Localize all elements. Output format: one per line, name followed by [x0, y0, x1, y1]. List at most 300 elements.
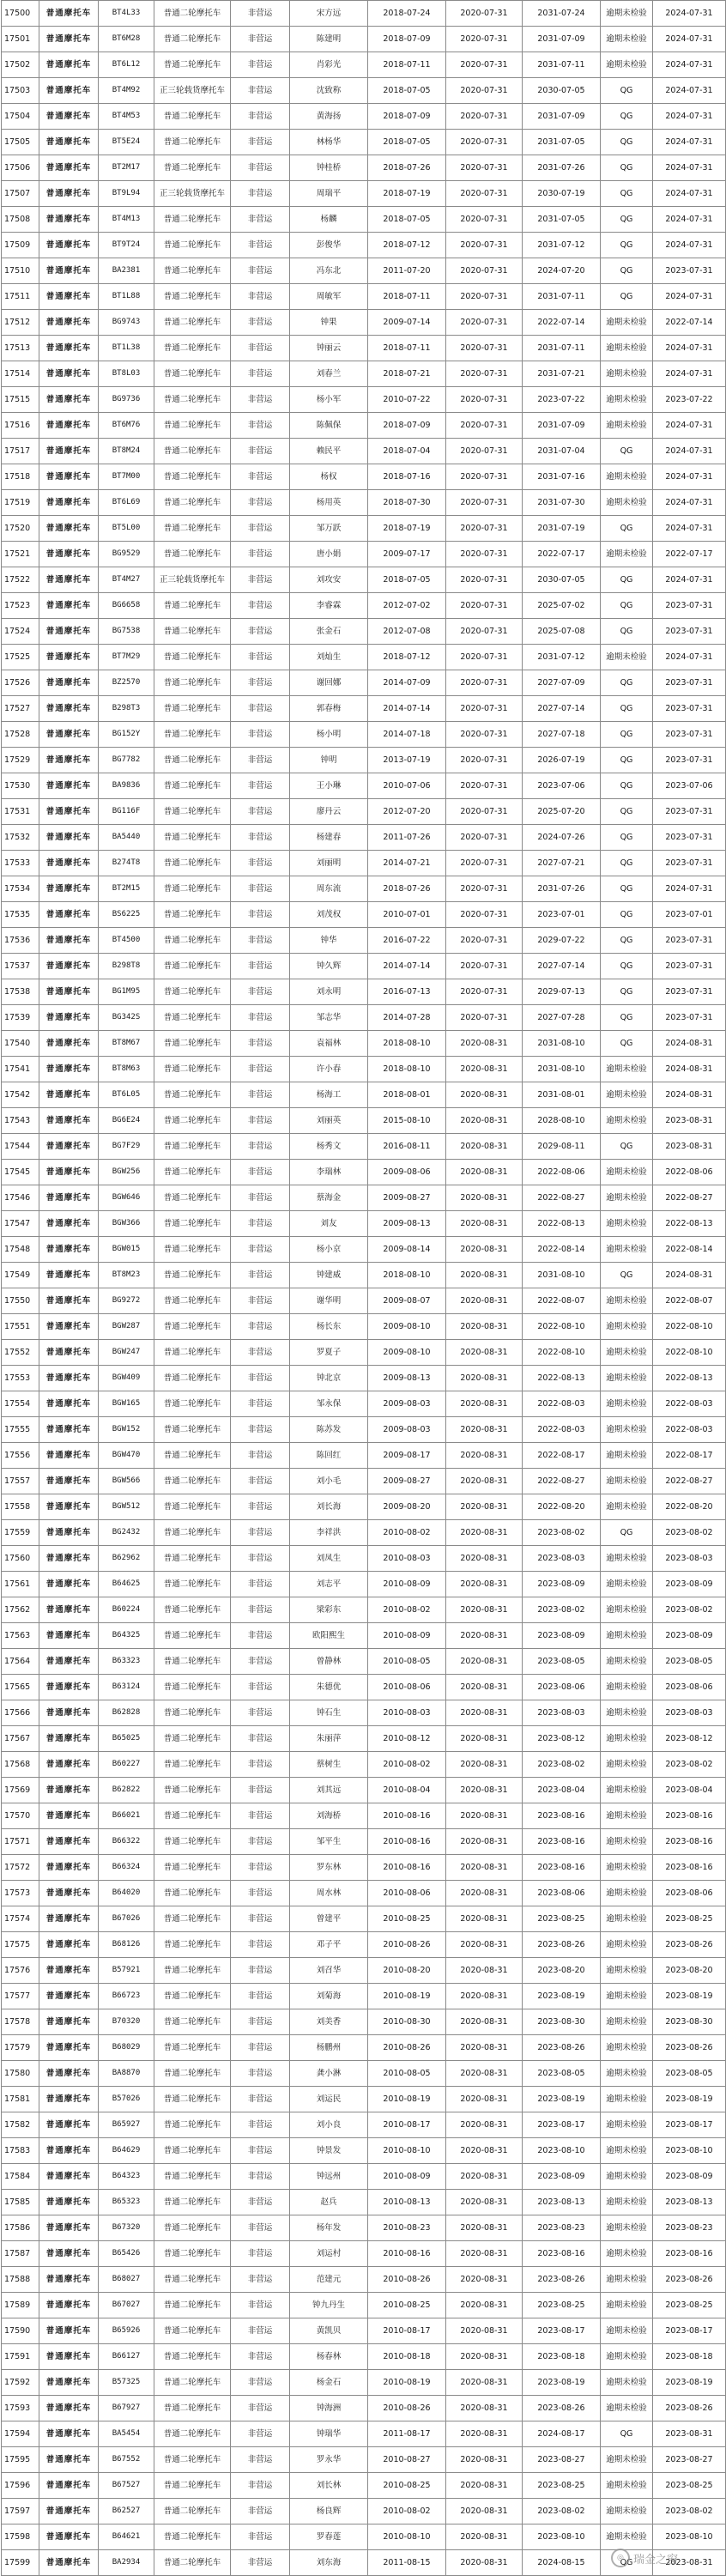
row-index-cell: 17514 [2, 361, 39, 387]
vehicle-model-cell: 普通二轮摩托车 [154, 2009, 231, 2035]
inspection-status-cell: QG [601, 773, 653, 799]
vehicle-type-cell: 普通摩托车 [39, 1366, 99, 1391]
usage-nature-cell: 非营运 [231, 104, 290, 130]
inspection-status-cell: QG [601, 78, 653, 104]
scrap-date-cell: 2025-07-08 [523, 619, 601, 645]
plate-number-cell: BT4500 [99, 928, 154, 954]
row-index-cell: 17535 [2, 902, 39, 928]
issue-date-cell: 2020-07-31 [446, 155, 523, 181]
row-index-cell: 17581 [2, 2087, 39, 2112]
row-index-cell: 17523 [2, 593, 39, 619]
inspection-status-cell: 逾期未检验 [601, 645, 653, 670]
vehicle-type-cell: 普通摩托车 [39, 413, 99, 439]
owner-name-cell: 刘永明 [290, 979, 368, 1005]
table-row [2, 1958, 726, 1984]
scrap-date-cell: 2023-08-09 [523, 2164, 601, 2190]
table-row [2, 1160, 726, 1185]
issue-date-cell: 2020-08-31 [446, 2550, 523, 2576]
register-date-cell: 2010-08-06 [368, 1881, 446, 1906]
scrap-date-cell: 2022-08-13 [523, 1366, 601, 1391]
usage-nature-cell: 非营运 [231, 2293, 290, 2318]
row-index-cell: 17565 [2, 1675, 39, 1700]
table-row [2, 207, 726, 233]
row-index-cell: 17517 [2, 439, 39, 464]
inspection-status-cell: 逾期未检验 [601, 1572, 653, 1597]
table-row [2, 181, 726, 207]
issue-date-cell: 2020-08-31 [446, 1597, 523, 1623]
vehicle-type-cell: 普通摩托车 [39, 1520, 99, 1546]
plate-number-cell: BG152Y [99, 722, 154, 748]
plate-number-cell: BG9743 [99, 310, 154, 336]
issue-date-cell: 2020-08-31 [446, 2421, 523, 2447]
register-date-cell: 2011-08-15 [368, 2550, 446, 2576]
scrap-date-cell: 2022-07-14 [523, 310, 601, 336]
valid-until-cell: 2024-08-31 [653, 1057, 726, 1082]
valid-until-cell: 2023-08-25 [653, 2473, 726, 2499]
scrap-date-cell: 2024-07-20 [523, 258, 601, 284]
plate-number-cell: B68027 [99, 2267, 154, 2293]
table-row [2, 1984, 726, 2009]
inspection-status-cell: QG [601, 979, 653, 1005]
register-date-cell: 2009-08-14 [368, 1237, 446, 1263]
owner-name-cell: 蔡树生 [290, 1752, 368, 1778]
table-row [2, 2396, 726, 2421]
plate-number-cell: BT4M13 [99, 207, 154, 233]
row-index-cell: 17587 [2, 2241, 39, 2267]
scrap-date-cell: 2023-08-27 [523, 2447, 601, 2473]
inspection-status-cell: 逾期未检验 [601, 1855, 653, 1881]
scrap-date-cell: 2022-08-14 [523, 1237, 601, 1263]
table-row [2, 27, 726, 52]
register-date-cell: 2018-07-09 [368, 27, 446, 52]
scrap-date-cell: 2023-08-26 [523, 1932, 601, 1958]
usage-nature-cell: 非营运 [231, 181, 290, 207]
vehicle-model-cell: 普通二轮摩托车 [154, 2318, 231, 2344]
valid-until-cell: 2023-07-06 [653, 773, 726, 799]
owner-name-cell: 邹永保 [290, 1391, 368, 1417]
owner-name-cell: 周东流 [290, 876, 368, 902]
vehicle-model-cell: 普通二轮摩托车 [154, 464, 231, 490]
row-index-cell: 17562 [2, 1597, 39, 1623]
table-row [2, 825, 726, 851]
owner-name-cell: 刘丽明 [290, 851, 368, 876]
row-index-cell: 17572 [2, 1855, 39, 1881]
register-date-cell: 2010-08-13 [368, 2190, 446, 2215]
plate-number-cell: BT4M27 [99, 567, 154, 593]
register-date-cell: 2012-07-20 [368, 799, 446, 825]
issue-date-cell: 2020-07-31 [446, 310, 523, 336]
plate-number-cell: BT2M17 [99, 155, 154, 181]
usage-nature-cell: 非营运 [231, 1520, 290, 1546]
vehicle-model-cell: 普通二轮摩托车 [154, 979, 231, 1005]
valid-until-cell: 2024-08-31 [653, 1082, 726, 1108]
register-date-cell: 2018-07-09 [368, 413, 446, 439]
vehicle-type-cell: 普通摩托车 [39, 1984, 99, 2009]
vehicle-type-cell: 普通摩托车 [39, 825, 99, 851]
issue-date-cell: 2020-07-31 [446, 1005, 523, 1031]
usage-nature-cell: 非营运 [231, 1, 290, 27]
scrap-date-cell: 2023-07-06 [523, 773, 601, 799]
row-index-cell: 17526 [2, 670, 39, 696]
plate-number-cell: BA2381 [99, 258, 154, 284]
row-index-cell: 17553 [2, 1366, 39, 1391]
plate-number-cell: BS6225 [99, 902, 154, 928]
register-date-cell: 2018-07-12 [368, 645, 446, 670]
vehicle-model-cell: 普通二轮摩托车 [154, 1366, 231, 1391]
inspection-status-cell: QG [601, 928, 653, 954]
usage-nature-cell: 非营运 [231, 1417, 290, 1443]
owner-name-cell: 刘运村 [290, 2241, 368, 2267]
owner-name-cell: 王小琳 [290, 773, 368, 799]
vehicle-type-cell: 普通摩托车 [39, 954, 99, 979]
owner-name-cell: 陈建明 [290, 27, 368, 52]
vehicle-type-cell: 普通摩托车 [39, 2267, 99, 2293]
vehicle-model-cell: 普通二轮摩托车 [154, 258, 231, 284]
inspection-status-cell: 逾期未检验 [601, 1932, 653, 1958]
table-row [2, 619, 726, 645]
vehicle-model-cell: 普通二轮摩托车 [154, 851, 231, 876]
inspection-status-cell: 逾期未检验 [601, 2164, 653, 2190]
register-date-cell: 2010-08-27 [368, 2447, 446, 2473]
vehicle-type-cell: 普通摩托车 [39, 2421, 99, 2447]
owner-name-cell: 冯东北 [290, 258, 368, 284]
vehicle-model-cell: 普通二轮摩托车 [154, 2293, 231, 2318]
inspection-status-cell: 逾期未检验 [601, 1675, 653, 1700]
owner-name-cell: 刘长林 [290, 2473, 368, 2499]
issue-date-cell: 2020-08-31 [446, 1855, 523, 1881]
issue-date-cell: 2020-07-31 [446, 464, 523, 490]
plate-number-cell: BGW287 [99, 1314, 154, 1340]
vehicle-type-cell: 普通摩托车 [39, 2447, 99, 2473]
scrap-date-cell: 2031-07-04 [523, 439, 601, 464]
vehicle-type-cell: 普通摩托车 [39, 1572, 99, 1597]
valid-until-cell: 2024-07-31 [653, 233, 726, 258]
vehicle-type-cell: 普通摩托车 [39, 1469, 99, 1494]
valid-until-cell: 2023-08-04 [653, 1778, 726, 1803]
plate-number-cell: B62962 [99, 1546, 154, 1572]
table-row [2, 1597, 726, 1623]
vehicle-model-cell: 普通二轮摩托车 [154, 1675, 231, 1700]
inspection-status-cell: QG [601, 902, 653, 928]
table-row [2, 1005, 726, 1031]
register-date-cell: 2009-08-10 [368, 1340, 446, 1366]
row-index-cell: 17552 [2, 1340, 39, 1366]
plate-number-cell: B64625 [99, 1572, 154, 1597]
inspection-status-cell: 逾期未检验 [601, 490, 653, 516]
plate-number-cell: BT8M67 [99, 1031, 154, 1057]
vehicle-type-cell: 普通摩托车 [39, 1082, 99, 1108]
inspection-status-cell: QG [601, 1263, 653, 1288]
vehicle-model-cell: 普通二轮摩托车 [154, 954, 231, 979]
issue-date-cell: 2020-07-31 [446, 78, 523, 104]
owner-name-cell: 杨良辉 [290, 2499, 368, 2524]
scrap-date-cell: 2022-07-17 [523, 542, 601, 567]
register-date-cell: 2010-08-03 [368, 1700, 446, 1726]
vehicle-model-cell: 普通二轮摩托车 [154, 1314, 231, 1340]
row-index-cell: 17530 [2, 773, 39, 799]
scrap-date-cell: 2022-08-03 [523, 1391, 601, 1417]
inspection-status-cell: QG [601, 567, 653, 593]
table-row [2, 464, 726, 490]
vehicle-type-cell: 普通摩托车 [39, 1237, 99, 1263]
table-row [2, 284, 726, 310]
plate-number-cell: B65025 [99, 1726, 154, 1752]
row-index-cell: 17560 [2, 1546, 39, 1572]
vehicle-type-cell: 普通摩托车 [39, 1597, 99, 1623]
plate-number-cell: B66322 [99, 1829, 154, 1855]
register-date-cell: 2010-08-19 [368, 1984, 446, 2009]
register-date-cell: 2010-08-02 [368, 1597, 446, 1623]
vehicle-model-cell: 普通二轮摩托车 [154, 542, 231, 567]
vehicle-type-cell: 普通摩托车 [39, 1057, 99, 1082]
row-index-cell: 17556 [2, 1443, 39, 1469]
issue-date-cell: 2020-08-31 [446, 2087, 523, 2112]
valid-until-cell: 2023-07-31 [653, 1005, 726, 1031]
table-row [2, 1057, 726, 1082]
register-date-cell: 2016-08-11 [368, 1134, 446, 1160]
vehicle-type-cell: 普通摩托车 [39, 799, 99, 825]
scrap-date-cell: 2031-07-11 [523, 52, 601, 78]
row-index-cell: 17584 [2, 2164, 39, 2190]
issue-date-cell: 2020-07-31 [446, 619, 523, 645]
owner-name-cell: 杨年发 [290, 2215, 368, 2241]
usage-nature-cell: 非营运 [231, 1082, 290, 1108]
table-row [2, 1340, 726, 1366]
table-row [2, 567, 726, 593]
usage-nature-cell: 非营运 [231, 1803, 290, 1829]
owner-name-cell: 黄凯贝 [290, 2318, 368, 2344]
scrap-date-cell: 2023-08-13 [523, 2190, 601, 2215]
inspection-status-cell: 逾期未检验 [601, 1752, 653, 1778]
vehicle-type-cell: 普通摩托车 [39, 1623, 99, 1649]
table-row [2, 2087, 726, 2112]
register-date-cell: 2010-08-09 [368, 2164, 446, 2190]
owner-name-cell: 杨用英 [290, 490, 368, 516]
scrap-date-cell: 2023-08-25 [523, 2293, 601, 2318]
vehicle-type-cell: 普通摩托车 [39, 2370, 99, 2396]
scrap-date-cell: 2023-08-17 [523, 2112, 601, 2138]
vehicle-type-cell: 普通摩托车 [39, 310, 99, 336]
owner-name-cell: 钟瑞华 [290, 2421, 368, 2447]
inspection-status-cell: 逾期未检验 [601, 1057, 653, 1082]
valid-until-cell: 2023-08-20 [653, 1958, 726, 1984]
owner-name-cell: 刘小良 [290, 2112, 368, 2138]
vehicle-type-cell: 普通摩托车 [39, 1160, 99, 1185]
inspection-status-cell: QG [601, 104, 653, 130]
register-date-cell: 2010-08-19 [368, 2087, 446, 2112]
register-date-cell: 2009-08-03 [368, 1417, 446, 1443]
inspection-status-cell: 逾期未检验 [601, 1237, 653, 1263]
valid-until-cell: 2023-08-19 [653, 2370, 726, 2396]
scrap-date-cell: 2031-07-26 [523, 876, 601, 902]
table-row [2, 2267, 726, 2293]
vehicle-model-cell: 普通二轮摩托车 [154, 1984, 231, 2009]
valid-until-cell: 2024-07-31 [653, 284, 726, 310]
plate-number-cell: BZ2570 [99, 670, 154, 696]
plate-number-cell: BT8M63 [99, 1057, 154, 1082]
issue-date-cell: 2020-07-31 [446, 954, 523, 979]
row-index-cell: 17532 [2, 825, 39, 851]
table-row [2, 2164, 726, 2190]
register-date-cell: 2009-08-17 [368, 1443, 446, 1469]
usage-nature-cell: 非营运 [231, 2035, 290, 2061]
vehicle-type-cell: 普通摩托车 [39, 670, 99, 696]
valid-until-cell: 2024-07-31 [653, 207, 726, 233]
row-index-cell: 17512 [2, 310, 39, 336]
register-date-cell: 2009-08-03 [368, 1391, 446, 1417]
plate-number-cell: BG6E24 [99, 1108, 154, 1134]
plate-number-cell: BT4M92 [99, 78, 154, 104]
vehicle-type-cell: 普通摩托车 [39, 2061, 99, 2087]
valid-until-cell: 2022-08-14 [653, 1237, 726, 1263]
inspection-status-cell: 逾期未检验 [601, 1700, 653, 1726]
usage-nature-cell: 非营运 [231, 130, 290, 155]
register-date-cell: 2010-07-01 [368, 902, 446, 928]
scrap-date-cell: 2027-07-14 [523, 696, 601, 722]
owner-name-cell: 邓子平 [290, 1932, 368, 1958]
vehicle-type-cell: 普通摩托车 [39, 1211, 99, 1237]
vehicle-type-cell: 普通摩托车 [39, 439, 99, 464]
vehicle-model-cell: 普通二轮摩托车 [154, 104, 231, 130]
owner-name-cell: 蔡海金 [290, 1185, 368, 1211]
inspection-status-cell: 逾期未检验 [601, 1, 653, 27]
vehicle-model-cell: 普通二轮摩托车 [154, 773, 231, 799]
register-date-cell: 2018-08-01 [368, 1082, 446, 1108]
valid-until-cell: 2023-08-03 [653, 1546, 726, 1572]
row-index-cell: 17541 [2, 1057, 39, 1082]
inspection-status-cell: QG [601, 258, 653, 284]
row-index-cell: 17571 [2, 1829, 39, 1855]
plate-number-cell: BT1L38 [99, 336, 154, 361]
issue-date-cell: 2020-07-31 [446, 825, 523, 851]
vehicle-model-cell: 普通二轮摩托车 [154, 593, 231, 619]
owner-name-cell: 邹平生 [290, 1829, 368, 1855]
vehicle-model-cell: 普通二轮摩托车 [154, 1855, 231, 1881]
vehicle-model-cell: 普通二轮摩托车 [154, 1778, 231, 1803]
valid-until-cell: 2023-07-31 [653, 258, 726, 284]
row-index-cell: 17597 [2, 2499, 39, 2524]
owner-name-cell: 赵兵 [290, 2190, 368, 2215]
inspection-status-cell: 逾期未检验 [601, 1160, 653, 1185]
plate-number-cell: BG9272 [99, 1288, 154, 1314]
row-index-cell: 17502 [2, 52, 39, 78]
usage-nature-cell: 非营运 [231, 1649, 290, 1675]
table-row [2, 645, 726, 670]
table-body [2, 1, 726, 2576]
inspection-status-cell: QG [601, 876, 653, 902]
plate-number-cell: BT4L33 [99, 1, 154, 27]
row-index-cell: 17533 [2, 851, 39, 876]
usage-nature-cell: 非营运 [231, 2421, 290, 2447]
issue-date-cell: 2020-07-31 [446, 696, 523, 722]
owner-name-cell: 刘美香 [290, 2009, 368, 2035]
row-index-cell: 17563 [2, 1623, 39, 1649]
table-row [2, 851, 726, 876]
vehicle-model-cell: 普通二轮摩托车 [154, 1108, 231, 1134]
issue-date-cell: 2020-08-31 [446, 1572, 523, 1597]
row-index-cell: 17518 [2, 464, 39, 490]
register-date-cell: 2014-07-09 [368, 670, 446, 696]
valid-until-cell: 2023-08-18 [653, 2344, 726, 2370]
vehicle-type-cell: 普通摩托车 [39, 773, 99, 799]
usage-nature-cell: 非营运 [231, 1494, 290, 1520]
row-index-cell: 17548 [2, 1237, 39, 1263]
plate-number-cell: BGW512 [99, 1494, 154, 1520]
usage-nature-cell: 非营运 [231, 387, 290, 413]
scrap-date-cell: 2031-07-11 [523, 284, 601, 310]
valid-until-cell: 2023-08-27 [653, 2447, 726, 2473]
valid-until-cell: 2023-08-06 [653, 1675, 726, 1700]
valid-until-cell: 2023-07-31 [653, 696, 726, 722]
vehicle-type-cell: 普通摩托车 [39, 851, 99, 876]
row-index-cell: 17544 [2, 1134, 39, 1160]
valid-until-cell: 2022-08-13 [653, 1366, 726, 1391]
valid-until-cell: 2024-07-31 [653, 413, 726, 439]
valid-until-cell: 2023-08-16 [653, 1829, 726, 1855]
usage-nature-cell: 非营运 [231, 2009, 290, 2035]
register-date-cell: 2010-08-25 [368, 2293, 446, 2318]
scrap-date-cell: 2031-07-19 [523, 516, 601, 542]
row-index-cell: 17591 [2, 2344, 39, 2370]
owner-name-cell: 钟丽云 [290, 336, 368, 361]
plate-number-cell: BT6M76 [99, 413, 154, 439]
row-index-cell: 17583 [2, 2138, 39, 2164]
vehicle-model-cell: 普通二轮摩托车 [154, 2344, 231, 2370]
plate-number-cell: B57325 [99, 2370, 154, 2396]
inspection-status-cell: QG [601, 181, 653, 207]
register-date-cell: 2018-08-10 [368, 1263, 446, 1288]
vehicle-model-cell: 普通二轮摩托车 [154, 2138, 231, 2164]
valid-until-cell: 2023-07-31 [653, 670, 726, 696]
usage-nature-cell: 非营运 [231, 27, 290, 52]
usage-nature-cell: 非营运 [231, 52, 290, 78]
inspection-status-cell: QG [601, 1031, 653, 1057]
plate-number-cell: BT6L69 [99, 490, 154, 516]
owner-name-cell: 赖民平 [290, 439, 368, 464]
row-index-cell: 17554 [2, 1391, 39, 1417]
register-date-cell: 2009-08-06 [368, 1160, 446, 1185]
register-date-cell: 2010-08-25 [368, 2473, 446, 2499]
vehicle-type-cell: 普通摩托车 [39, 2396, 99, 2421]
table-row [2, 876, 726, 902]
inspection-status-cell: 逾期未检验 [601, 2061, 653, 2087]
vehicle-type-cell: 普通摩托车 [39, 1, 99, 27]
row-index-cell: 17503 [2, 78, 39, 104]
usage-nature-cell: 非营运 [231, 2112, 290, 2138]
issue-date-cell: 2020-08-31 [446, 1932, 523, 1958]
owner-name-cell: 龚小淋 [290, 2061, 368, 2087]
table-row [2, 130, 726, 155]
issue-date-cell: 2020-07-31 [446, 181, 523, 207]
owner-name-cell: 杨春林 [290, 2344, 368, 2370]
scrap-date-cell: 2023-08-19 [523, 2370, 601, 2396]
valid-until-cell: 2022-08-13 [653, 1211, 726, 1237]
watermark-logo-icon: ◎ [611, 2549, 630, 2567]
table-row [2, 78, 726, 104]
issue-date-cell: 2020-08-31 [446, 2344, 523, 2370]
inspection-status-cell: 逾期未检验 [601, 1623, 653, 1649]
usage-nature-cell: 非营运 [231, 1829, 290, 1855]
vehicle-model-cell: 普通二轮摩托车 [154, 233, 231, 258]
usage-nature-cell: 非营运 [231, 1108, 290, 1134]
issue-date-cell: 2020-08-31 [446, 1288, 523, 1314]
vehicle-model-cell: 普通二轮摩托车 [154, 1520, 231, 1546]
row-index-cell: 17525 [2, 645, 39, 670]
inspection-status-cell: 逾期未检验 [601, 2499, 653, 2524]
inspection-status-cell: QG [601, 748, 653, 773]
usage-nature-cell: 非营运 [231, 1160, 290, 1185]
issue-date-cell: 2020-08-31 [446, 2112, 523, 2138]
